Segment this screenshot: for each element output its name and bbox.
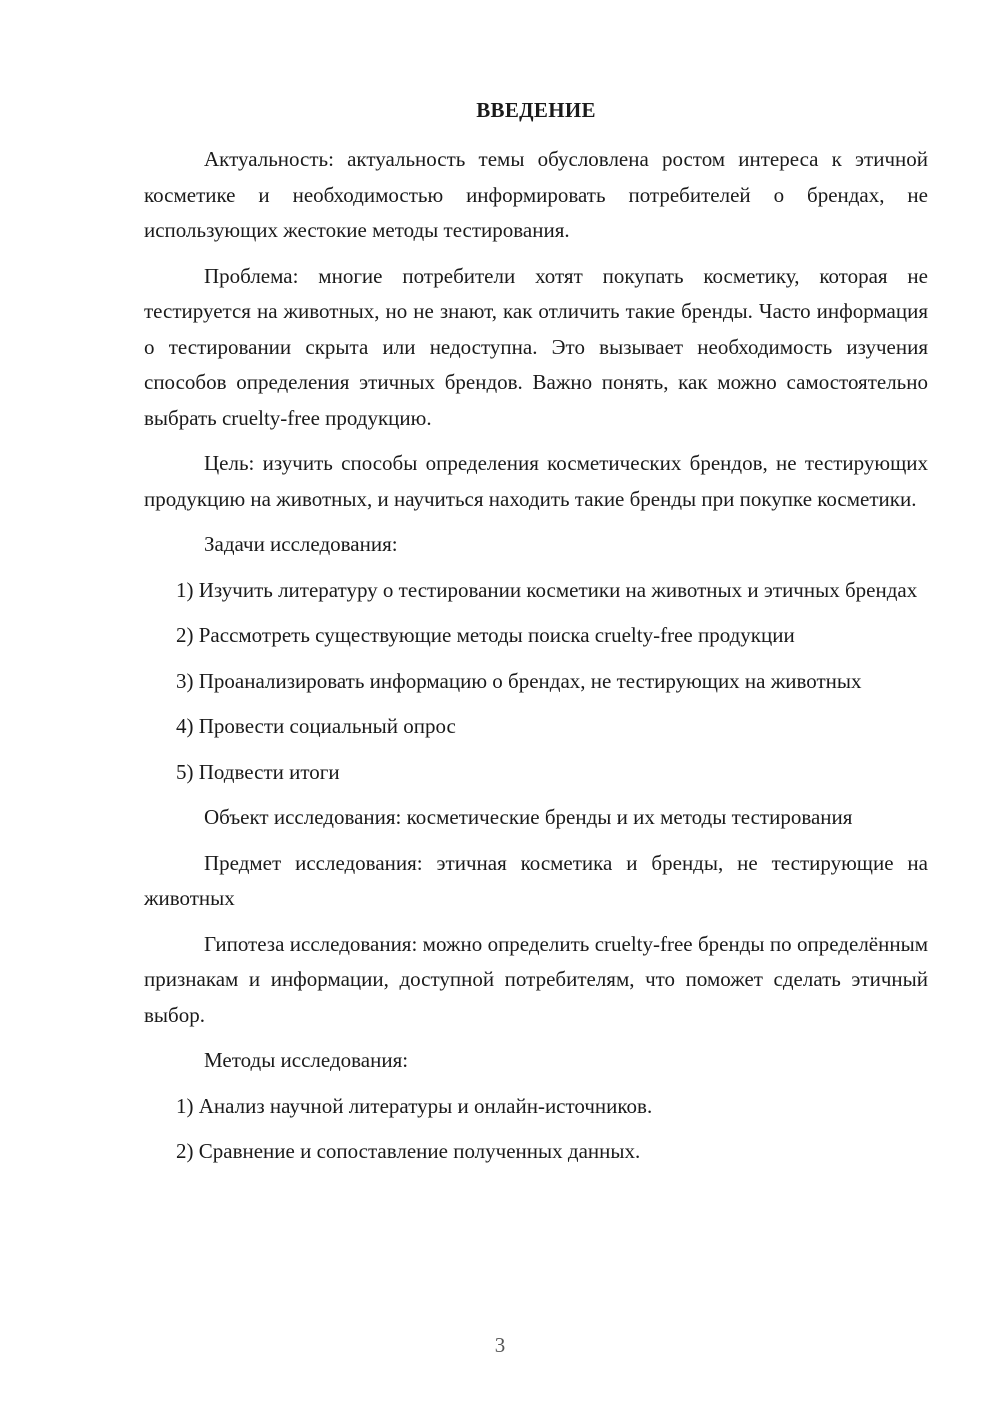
subject-paragraph: Предмет исследования: этичная косметика и бренды, не тестирующие на животных [144,850,928,910]
method-item-1: 1) Анализ научной литературы и онлайн-источников. [176,1093,653,1118]
method-item-2: 2) Сравнение и сопоставление полученных данных. [176,1139,641,1163]
task-item-3: 3) Проанализировать информацию о брендах, не тестирующих на животных [176,668,862,693]
tasks-heading: Задачи исследования: [204,532,398,556]
task-item-5: 5) Подвести итоги [176,759,340,784]
task-item-1: 1) Изучить литературу о тестировании косметики на животных и этичных брендах [176,577,918,602]
page-title: ВВЕДЕНИЕ [476,98,596,122]
task-item-2: 2) Рассмотреть существующие методы поиска cruelty-free продукции [176,623,795,647]
task-item-4: 4) Провести социальный опрос [176,714,456,738]
document-page [144,92,928,1180]
hypothesis-paragraph: Гипотеза исследования: можно определить cruelty-free бренды по определённым признакам и информации, доступной потребителям, что поможет сделать этичный выбор. [144,931,928,1027]
problem-paragraph: Проблема: многие потребители хотят покупать косметику, которая не тестируется на животных, но не знают, как отличить такие бренды. Часто информация о тестировании скрыта или недоступна. Это вызывает необходимость изучения способов определения этичных брендов. Важно понять, как можно самостоятельно выбрать cruelty-free продукцию. [144,263,928,430]
goal-paragraph: Цель: изучить способы определения косметических брендов, не тестирующих продукцию на животных, и научиться находить такие бренды при покупке косметики. [144,451,928,511]
methods-heading: Методы исследования: [204,1048,409,1072]
relevance-paragraph: Актуальность: актуальность темы обусловлена ростом интереса к этичной косметике и необходимостью информировать потребителей о брендах, не использующих жестокие методы тестирования. [144,147,928,242]
object-paragraph: Объект исследования: косметические бренды и их методы тестирования [204,805,853,829]
page-number: 3 [494,1333,506,1357]
